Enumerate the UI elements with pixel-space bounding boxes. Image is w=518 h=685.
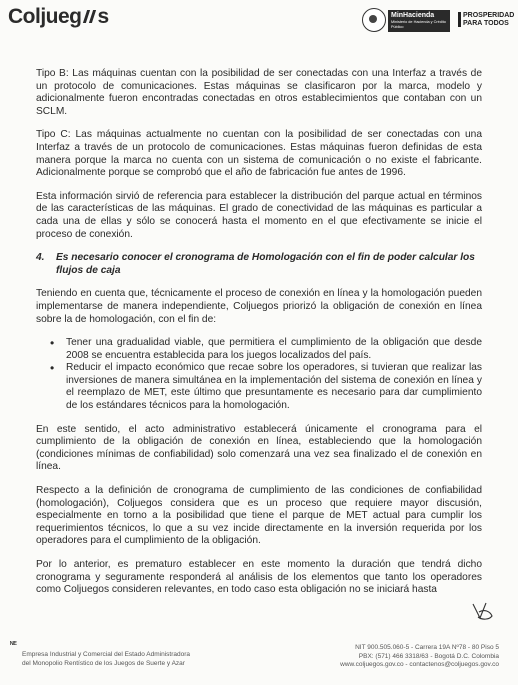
paragraph-conclusion: Por lo anterior, es prematuro establecer en este momento la duración que tendrá dicho cronograma y seguramente responderá al análisis de los elementos que tanto los operadores como Coljuegos consideren relevantes, en todo caso esta obligación no se iniciará hasta: [36, 559, 482, 596]
prosperidad-line2: PARA TODOS: [463, 20, 509, 27]
list-item: • Reducir el impacto económico que recae sobre los operadores, si tuvieran que realizar las inversiones de manera simultánea en la implementación del sistema de conexión en línea y el reemplazo de MET, este último que presuntamente es necesario para dar cumplimiento de los estándares técnicos para la homologación.: [36, 362, 482, 412]
logo-mark-icon: [83, 9, 97, 23]
footer-left-line2: del Monopolio Rentístico de los Juegos de Suerte y Azar: [22, 659, 185, 667]
minhacienda-logo: [388, 10, 450, 32]
prosperidad-logo: [458, 12, 514, 28]
paragraph-administrative-act: En este sentido, el acto administrativo establecerá únicamente el cronograma para el cumplimiento de la obligación de conexión en línea, estableciendo que la homologación (condiciones mínimas de confiabilidad) solo comenzará una vez sea finalizado el de conexión en línea.: [36, 423, 482, 473]
bullet-list: [36, 337, 482, 413]
page-header: [0, 0, 518, 44]
coat-of-arms-icon: [362, 8, 386, 32]
document-body: [36, 68, 482, 608]
prosperidad-line1: PROSPERIDAD: [463, 12, 515, 19]
flag-bar-icon: [458, 12, 461, 27]
coljuegos-logo: [8, 5, 109, 29]
paragraph-tipo-b: Tipo B: Las máquinas cuentan con la posibilidad de ser conectadas con una Interfaz a través de un protocolo de comunicaciones. Estas máquinas se clasificaron por la marca, modelo y adicionalmente fueron encontradas conectadas en otros establecimientos que contaban con un SCLM.: [36, 68, 482, 117]
ministry-name: MinHacienda: [391, 12, 435, 19]
paragraph-intro: Teniendo en cuenta que, técnicamente el proceso de conexión en línea y la homologación pueden implementarse de manera independiente, Coljuegos priorizó la obligación de conexión en línea sobre la de homologación, con el fin de:: [36, 288, 482, 325]
section-heading: [36, 252, 482, 277]
list-item: • Tener una gradualidad viable, que permitiera el cumplimiento de la obligación que desde 2008 se encuentra establecida para los juegos localizados del país.: [36, 337, 482, 362]
section-title: Es necesario conocer el cronograma de Homologación con el fin de poder calcular los flujos de caja: [56, 252, 475, 276]
footer-right-line3: www.coljuegos.gov.co - contactenos@coljuegos.gov.co: [340, 661, 499, 668]
ministry-subtitle: Ministerio de Hacienda y Crédito Público: [391, 20, 446, 29]
logo-text-b: s: [97, 5, 109, 28]
section-number: 4.: [36, 252, 45, 264]
paragraph-tipo-c: Tipo C: Las máquinas actualmente no cuentan con la posibilidad de ser conectadas con una Interfaz a través de un protocolo de comunicaciones. Estas máquinas fueron definidas de esta manera porque la marca no cuenta con un sistema de comunicación o no existe el fabricante. Adicionalmente porque se comprobó que el año de fabricación fue antes de 1996.: [36, 129, 482, 179]
footer-mark: ᴺᴱ: [10, 640, 17, 649]
paragraph-reference: Esta información sirvió de referencia para establecer la distribución del parque actual en términos de las características de las máquinas. El grado de conectividad de las máquinas es particular a cada una de ellas y sólo se conocerá hasta el momento en el que efectivamente se inicie el proceso de conexión.: [36, 190, 482, 240]
paragraph-homologation: Respecto a la definición de cronograma de cumplimiento de las condiciones de confiabilidad (homologación), Coljuegos considera que es un proceso que requiere mayor discusión, especialmente en torno a la posibilidad que tiene el parque de MET actual para cumplir los requerimientos técnicos, lo que a su vez incide directamente en la inversión requerida por los operadores para el cumplimiento de la obligación.: [36, 485, 482, 547]
footer-right-line2: PBX: (571) 466 3318/63 - Bogotá D.C. Colombia: [358, 652, 499, 660]
handwritten-signature: [470, 600, 496, 622]
footer-left-line1: Empresa Industrial y Comercial del Estado Administradora: [22, 651, 190, 658]
logo-text-a: Coljueg: [8, 5, 82, 28]
footer-left: [22, 651, 190, 668]
footer-right-line1: NIT 900.505.060-5 - Carrera 19A Nº78 - 80 Piso 5: [355, 644, 499, 651]
footer-right: [340, 644, 499, 670]
